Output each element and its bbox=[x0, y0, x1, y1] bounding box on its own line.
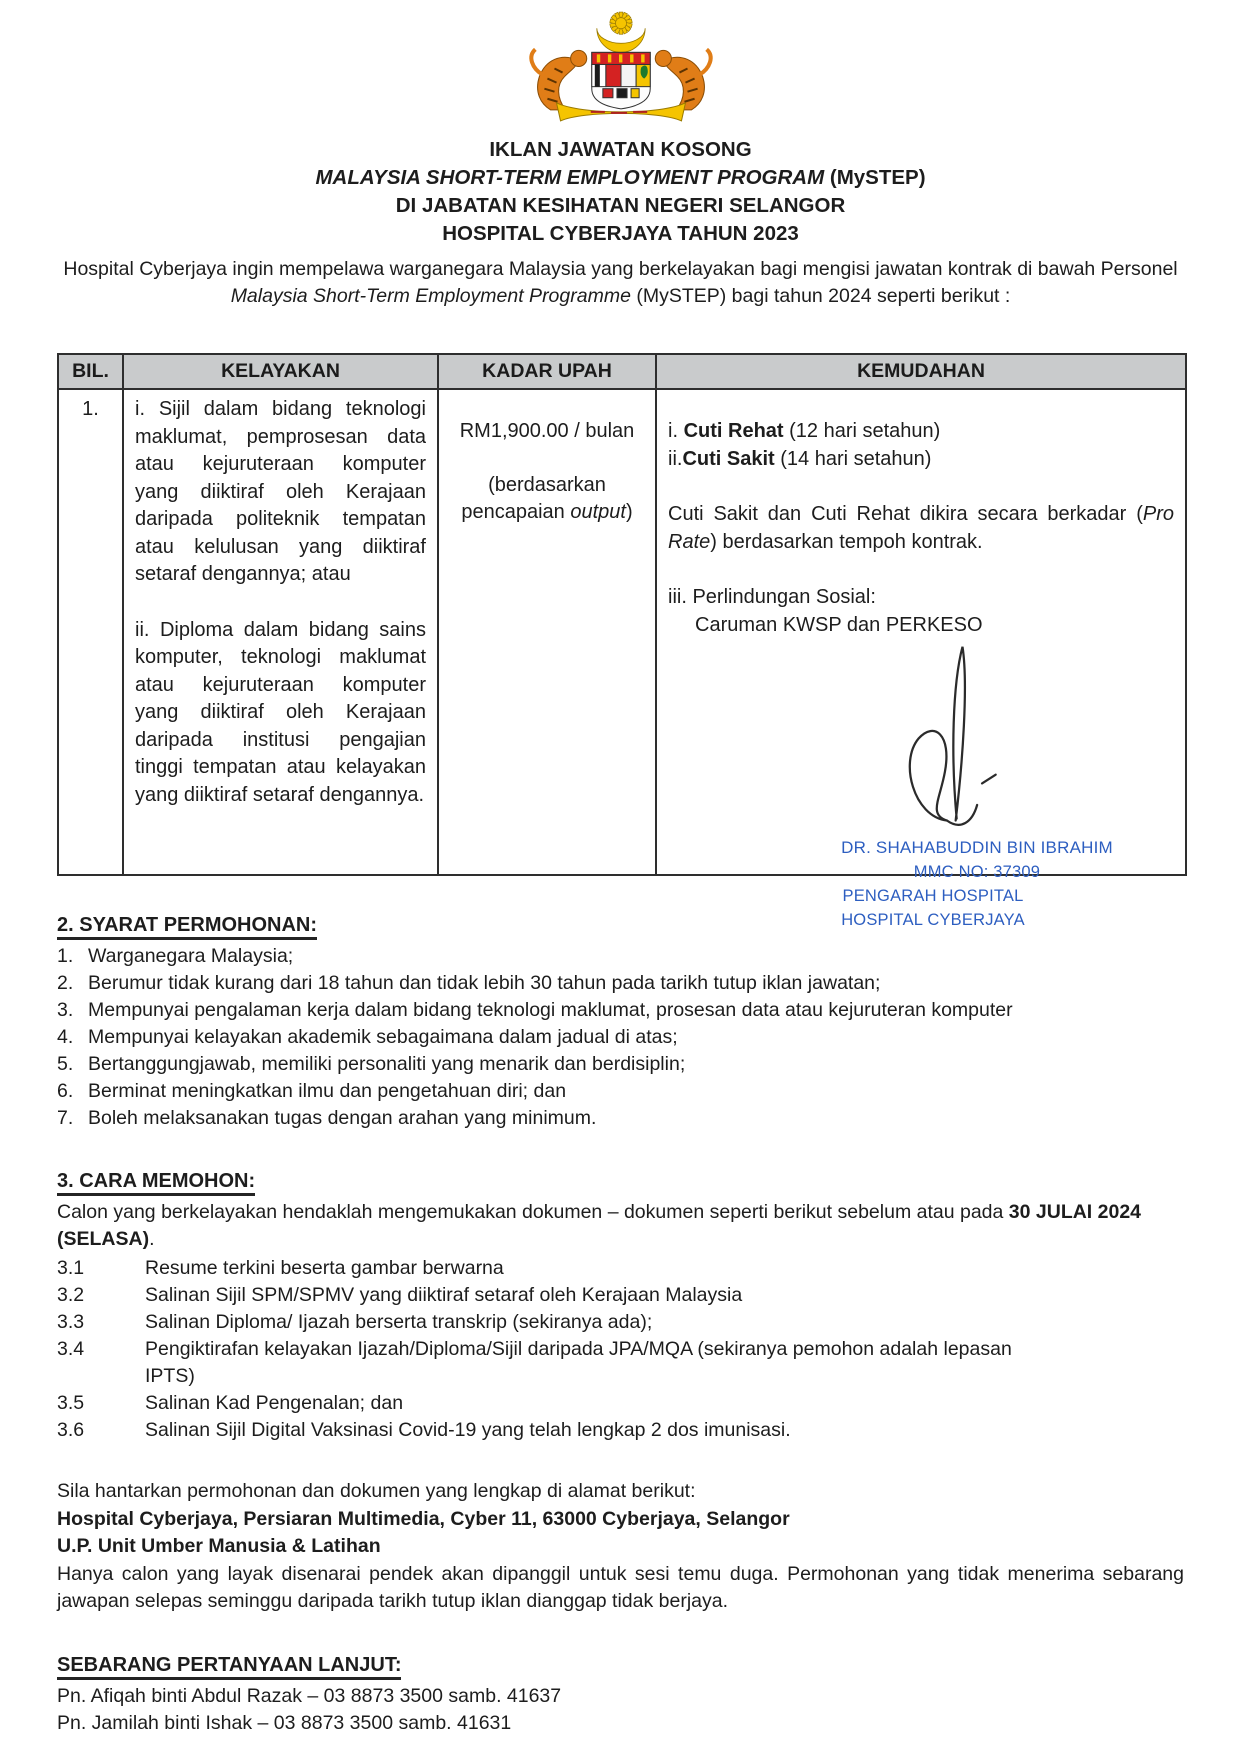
col-header-kemudahan: KEMUDAHAN bbox=[656, 354, 1186, 389]
kelayakan-item-ii: ii. Diploma dalam bidang sains komputer, teknologi maklumat atau kejuruteraan komputer yang diiktiraf oleh Kerajaan daripada institusi pengajian tinggi tempatan atau kelayakan yang diiktiraf setaraf dengannya. bbox=[135, 618, 426, 806]
cell-kemudahan bbox=[656, 389, 1186, 929]
syarat-list bbox=[57, 943, 1184, 1132]
section-syarat-heading: 2. SYARAT PERMOHONAN: bbox=[57, 914, 1184, 937]
list-item: 6. Berminat meningkatkan ilmu dan pengetahuan diri; dan bbox=[57, 1080, 567, 1102]
kemudahan-item-i: i. Cuti Rehat (12 hari setahun) bbox=[668, 420, 941, 442]
list-item: 7. Boleh melaksanakan tugas dengan arahan yang minimum. bbox=[57, 1107, 597, 1129]
officer-name: DR. SHAHABUDDIN BIN IBRAHIM bbox=[841, 838, 1113, 857]
list-item: 3.5 Salinan Kad Pengenalan; dan bbox=[57, 1392, 404, 1414]
kemudahan-item-iii: iii. Perlindungan Sosial: bbox=[668, 586, 876, 608]
table-header-row bbox=[58, 354, 1186, 389]
title-line-4: HOSPITAL CYBERJAYA TAHUN 2023 bbox=[442, 222, 799, 245]
list-item: 3.4 Pengiktirafan kelayakan Ijazah/Diploma/Sijil daripada JPA/MQA (sekiranya pemohon adalah lepasan IPTS) bbox=[57, 1338, 1012, 1387]
list-item: 1. Warganegara Malaysia; bbox=[57, 945, 294, 967]
col-header-kadar-upah: KADAR UPAH bbox=[438, 354, 656, 389]
col-header-bil: BIL. bbox=[58, 354, 123, 389]
cara-intro: Calon yang berkelayakan hendaklah mengemukakan dokumen – dokumen seperti berikut sebelum atau pada 30 JULAI 2024 (SELASA). bbox=[57, 1201, 1142, 1250]
kemudahan-prorate-note: Cuti Sakit dan Cuti Rehat dikira secara berkadar (Pro Rate) berdasarkan tempoh kontrak. bbox=[668, 503, 1174, 553]
list-item: 3.1 Resume terkini beserta gambar berwarna bbox=[57, 1257, 504, 1279]
cell-kelayakan bbox=[123, 389, 438, 875]
list-item: 2. Berumur tidak kurang dari 18 tahun dan tidak lebih 30 tahun pada tarikh tutup iklan jawatan; bbox=[57, 972, 881, 994]
contact-list bbox=[57, 1683, 1184, 1738]
col-header-kelayakan: KELAYAKAN bbox=[123, 354, 438, 389]
kemudahan-item-ii: ii.Cuti Sakit (14 hari setahun) bbox=[668, 447, 932, 470]
cell-kadar-upah bbox=[438, 389, 656, 875]
signature bbox=[867, 637, 1017, 842]
coat-of-arms-container bbox=[57, 8, 1184, 130]
kemudahan-item-iii-detail: Caruman KWSP dan PERKESO bbox=[695, 613, 983, 636]
intro-paragraph: Hospital Cyberjaya ingin mempelawa warganegara Malaysia yang berkelayakan bagi mengisi jawatan kontrak di bawah Personel Malaysia Short-Term Employment Programme (MySTEP) bagi tahun 2024 seperti berikut : bbox=[63, 258, 1178, 307]
cell-bil: 1. bbox=[58, 389, 123, 875]
officer-position: PENGARAH HOSPITAL bbox=[842, 887, 1024, 905]
section-contact-heading: SEBARANG PERTANYAAN LANJUT: bbox=[57, 1654, 1184, 1677]
salary-basis: (berdasarkan pencapaian output) bbox=[461, 473, 633, 523]
officer-mmc-no: MMC NO: 37309 bbox=[913, 863, 1041, 881]
section-cara-heading: 3. CARA MEMOHON: bbox=[57, 1170, 1184, 1193]
attention-unit: U.P. Unit Umber Manusia & Latihan bbox=[57, 1535, 381, 1557]
kelayakan-item-i: i. Sijil dalam bidang teknologi maklumat, pemprosesan data atau kejuruteraan komputer yang diiktiraf oleh Kerajaan daripada politeknik tempatan atau kelulusan yang diiktiraf setaraf dengannya; atau bbox=[135, 398, 426, 585]
title-line-3: DI JABATAN KESIHATAN NEGERI SELANGOR bbox=[395, 194, 846, 217]
table-row bbox=[58, 389, 1186, 875]
contact-person-1: Pn. Afiqah binti Abdul Razak – 03 8873 3500 samb. 41637 bbox=[57, 1684, 562, 1707]
malaysia-coat-of-arms-icon bbox=[490, 8, 752, 125]
send-line: Sila hantarkan permohonan dan dokumen yang lengkap di alamat berikut: bbox=[57, 1480, 696, 1502]
officer-hospital: HOSPITAL CYBERJAYA bbox=[841, 911, 1025, 929]
submission-address-block bbox=[57, 1478, 1184, 1616]
salary-amount: RM1,900.00 / bulan bbox=[459, 420, 635, 442]
contact-person-2: Pn. Jamilah binti Ishak – 03 8873 3500 samb. 41631 bbox=[57, 1712, 512, 1734]
hospital-address: Hospital Cyberjaya, Persiaran Multimedia, Cyber 11, 63000 Cyberjaya, Selangor bbox=[57, 1507, 790, 1530]
document-title bbox=[57, 136, 1184, 248]
cara-list bbox=[57, 1255, 1184, 1444]
list-item: 5. Bertanggungjawab, memiliki personaliti yang menarik dan berdisiplin; bbox=[57, 1053, 686, 1075]
list-item: 3.3 Salinan Diploma/ Ijazah berserta transkrip (sekiranya ada); bbox=[57, 1311, 653, 1333]
shortlist-note: Hanya calon yang layak disenarai pendek akan dipanggil untuk sesi temu duga. Permohonan yang tidak menerima sebarang jawapan selepas seminggu daripada tarikh tutup iklan dianggap tidak berjaya. bbox=[57, 1562, 1184, 1612]
list-item: 3.6 Salinan Sijil Digital Vaksinasi Covid-19 yang telah lengkap 2 dos imunisasi. bbox=[57, 1419, 791, 1441]
approval-stamp bbox=[771, 836, 1183, 932]
list-item: 4. Mempunyai kelayakan akademik sebagaimana dalam jadual di atas; bbox=[57, 1026, 678, 1048]
list-item: 3. Mempunyai pengalaman kerja dalam bidang teknologi maklumat, prosesan data atau kejuruteran komputer bbox=[57, 999, 1013, 1021]
title-line-1: IKLAN JAWATAN KOSONG bbox=[489, 138, 752, 161]
list-item: 3.2 Salinan Sijil SPM/SPMV yang diiktiraf setaraf oleh Kerajaan Malaysia bbox=[57, 1284, 743, 1306]
title-line-2: MALAYSIA SHORT-TERM EMPLOYMENT PROGRAM (MySTEP) bbox=[315, 166, 926, 189]
